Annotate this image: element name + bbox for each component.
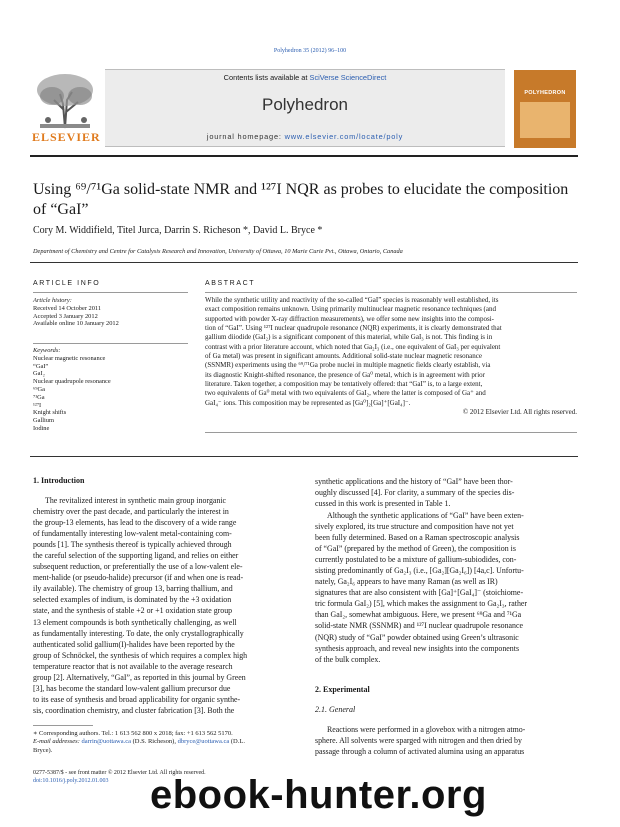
keyword: “GaI”: [33, 362, 49, 370]
keyword: Knight shifts: [33, 409, 67, 417]
abstract-line: tion of “GaI”. Using ¹²⁷I nuclear quadrupole resonance (NQR) experiments, it is clearly demonstrated that: [205, 324, 502, 333]
journal-cover-image: [514, 70, 576, 148]
abstract-line: its diagnostic Knight-shifted resonance, the presence of Ga⁰ metal, which is in agreement with prior: [205, 370, 485, 379]
text-line: synthesis approach, and reveal new insights into the components: [315, 643, 520, 653]
text-line: of “GaI” (prepared by the method of Green), the composition is: [315, 544, 516, 554]
email-owner-cont: Bryce).: [33, 746, 53, 754]
text-line: than GaI₂, somewhat ambiguous. Here, we present ⁶⁹Ga and ⁷¹Ga: [315, 610, 522, 620]
contents-available: [105, 73, 505, 82]
keywords-list: [33, 347, 193, 433]
front-matter-rule: [30, 456, 578, 457]
affiliation-rule: [30, 262, 578, 263]
text-line: sisting predominantly of Ga₂I₃ (i.e., [Ga₂][Ga₂I₆]) [4a,c]. Unfortu-: [315, 566, 524, 576]
watermark-text: ebook-hunter.org: [150, 773, 487, 817]
keyword: GaI₂: [33, 370, 45, 378]
title-line-2: of “GaI”: [33, 201, 89, 218]
text-line: 13 element compounds is both synthetically challenging, as well: [33, 617, 237, 627]
history-accepted: Accepted 3 January 2012: [33, 312, 98, 320]
email-link-richeson[interactable]: darrin@uottawa.ca: [81, 738, 131, 746]
abstract-line: gallium diiodide (GaI₂) is a significant component of this material, while GaI₃ is not. This finding is in: [205, 333, 493, 342]
contents-prefix: Contents lists available at: [223, 73, 310, 82]
sciencedirect-link[interactable]: SciVerse ScienceDirect: [309, 73, 387, 82]
history-received: Received 14 October 2011: [33, 304, 102, 312]
cover-title: POLYHEDRON: [524, 90, 566, 96]
section-heading-experimental: 2. Experimental: [315, 685, 370, 694]
footnote: [33, 730, 298, 755]
text-line: subsequent reduction, or preferentially the use of a low-valent ele-: [33, 562, 243, 572]
intro-right-column-b: [315, 510, 580, 665]
text-line: synthetic applications and the history of “GaI” have been thor-: [315, 477, 513, 486]
keyword: Nuclear quadrupole resonance: [33, 378, 111, 386]
article-title: [33, 180, 588, 220]
citation-link[interactable]: Polyhedron 35 (2012) 96–100: [273, 48, 347, 54]
text-line: group [2]. Alternatively, “GaI”, as reported in this journal by Green: [33, 672, 246, 682]
email-label: E-mail addresses:: [33, 738, 82, 746]
abstract-line: (SSNMR) experiments using the ⁶⁹/⁷¹Ga probe nuclei in multiple magnetic fields clearly establish, via: [205, 361, 491, 370]
elsevier-wordmark: ELSEVIER: [32, 130, 101, 144]
email-owner: (D.L.: [229, 738, 245, 746]
abstract-line: two equivalents of Ga⁰ metal with two equivalents of GaI₂, where the latter is composed of Ga⁺ and: [205, 389, 486, 398]
text-line: been fully determined. Based on a Raman spectroscopic analysis: [315, 533, 520, 543]
text-line: ment-halide (or pseudo-halide) precursor (if and when one is read-: [33, 573, 244, 583]
text-line: group of Schnöckel, the synthesis of which requires a complex high: [33, 650, 248, 660]
text-line: Although the synthetic applications of “GaI” have been exten-: [327, 511, 524, 520]
text-line: chemistry over the past decade, and particularly the interest in: [33, 507, 229, 517]
text-line: state, and the synthesis of stable +2 or +1 oxidation state group: [33, 606, 233, 616]
text-line: to its ease of synthesis and broad applicability for organic synthe-: [33, 694, 241, 704]
text-line: the careful selection of the supporting ligand, and relies on either: [33, 551, 239, 561]
email-owner: (D.S. Richeson),: [131, 738, 178, 746]
text-line: Reactions were performed in a glovebox with a nitrogen atmo-: [327, 725, 526, 734]
issn-line: 0277-5387/$ - see front matter © 2012 Elsevier Ltd. All rights reserved.: [33, 770, 206, 776]
abstract-line: While the synthetic utility and reactivity of the so-called “GaI” species is reasonably well established, its: [205, 296, 499, 304]
journal-name: Polyhedron: [261, 95, 348, 114]
abstract-end-rule: [205, 432, 577, 433]
homepage-prefix: journal homepage:: [206, 132, 285, 141]
article-info-rule: [33, 292, 188, 293]
abstract-line: contrast with a prior literature account, which noted that Ga₂I₃ (i.e., one equivalent of GaI₃ per equivalent: [205, 342, 501, 351]
text-line: cussed in this work is presented in Table 1.: [315, 499, 451, 509]
abstract-line: of Ga metal) was present in significant amounts. Additional solid-state nuclear magnetic resonance: [205, 352, 482, 361]
text-line: the group-13 elements, has lead to the discovery of a wide range: [33, 518, 237, 528]
keyword: Iodine: [33, 424, 50, 432]
text-line: of the bulk complex.: [315, 654, 381, 664]
text-line: passage through a column of activated alumina using an apparatus: [315, 747, 525, 757]
text-line: sphere. All solvents were sparged with nitrogen and then dried by: [315, 736, 522, 746]
text-line: [3], has become the standard low-valent gallium precursor due: [33, 683, 231, 693]
abstract-line: literature. Taken together, a composition may be tentatively offered: that “GaI” is, to a large extent,: [205, 380, 483, 389]
abstract-heading: ABSTRACT: [205, 280, 256, 287]
text-line: pounds [1]. The synthesis thereof is typically achieved through: [33, 540, 232, 550]
elsevier-logo: [30, 70, 100, 148]
keywords-label: Keywords:: [33, 347, 61, 354]
text-line: oughly discussed [4]. For clarity, a summary of the species dis-: [315, 488, 515, 498]
text-line: currently postulated to be a mixture of gallium-subiodides, con-: [315, 555, 517, 565]
text-line: (NQR) study of “GaI” powder obtained using Green’s ultrasonic: [315, 632, 519, 642]
abstract-copyright: © 2012 Elsevier Ltd. All rights reserved.: [462, 408, 577, 417]
text-line: sively explored, its true structure and composition have not yet: [315, 522, 514, 532]
text-line: as fundamentally interesting. To date, the only crystallographically: [33, 628, 244, 638]
keyword: Gallium: [33, 417, 54, 425]
abstract-line: GaI₄⁻ ions. This composition may be represented as [Ga⁰]₂[Ga]⁺[GaI₄]⁻.: [205, 398, 411, 407]
article-info-heading: ARTICLE INFO: [33, 280, 101, 287]
keyword: ¹²⁷I: [33, 401, 42, 409]
keyword: ⁶⁹Ga: [33, 385, 45, 393]
abstract-body: [205, 296, 577, 417]
keywords-rule: [33, 343, 188, 344]
text-line: selected examples of indium, is dominated by the +3 oxidation: [33, 595, 232, 605]
corresponding-author-note: ∗ Corresponding authors. Tel.: 1 613 562 800 x 2018; fax: +1 613 562 5170.: [33, 730, 233, 737]
history-online: Available online 10 January 2012: [33, 320, 119, 328]
keyword: Nuclear magnetic resonance: [33, 354, 106, 362]
text-line: temperature reactor that is not available to the average research: [33, 661, 233, 671]
footnote-rule: [33, 725, 93, 726]
text-line: ily available). The chemistry of group 13, barring thallium, and: [33, 584, 233, 594]
title-line-1: Using ⁶⁹/⁷¹Ga solid-state NMR and ¹²⁷I NQR as probes to elucidate the composition: [33, 181, 569, 198]
text-line: nately, Ga₂I₆ appears to have many Raman (as well as IR): [315, 577, 498, 587]
header-rule: [30, 155, 578, 157]
section-heading-introduction: 1. Introduction: [33, 476, 85, 485]
text-line: signatures that are also consistent with [Ga]⁺[GaI₄]⁻ (stoichiome-: [315, 588, 524, 598]
abstract-rule: [205, 292, 577, 293]
subsection-heading-general: 2.1. General: [315, 705, 356, 714]
text-line: solid-state NMR (SSNMR) and ¹²⁷I nuclear quadrupole resonance: [315, 621, 523, 631]
journal-citation: [0, 48, 620, 56]
affiliation: Department of Chemistry and Centre for Catalysis Research and Innovation, University of Ottawa, 10 Marie Curie Pvt., Ottawa, Ontario, Canada: [33, 248, 403, 255]
email-link-bryce[interactable]: dbryce@uottawa.ca: [177, 738, 230, 746]
keyword: ⁷¹Ga: [33, 393, 45, 401]
doi-link[interactable]: doi:10.1016/j.poly.2012.01.003: [33, 777, 109, 784]
author-list: Cory M. Widdifield, Titel Jurca, Darrin S. Richeson *, David L. Bryce *: [33, 225, 323, 236]
cover-art: [520, 102, 570, 138]
homepage-link[interactable]: www.elsevier.com/locate/poly: [284, 132, 404, 141]
text-line: tric formula GaI₂) [5], which makes the assignment to Ga₂I₃, rather: [315, 599, 528, 609]
text-line: sis, coordination chemistry, and cluster fabrication [3]. Both the: [33, 705, 235, 715]
abstract-line: supported with powder X-ray diffraction measurements), we offer some new insights into the composi-: [205, 314, 495, 323]
text-line: authenticated solid gallium(I)-halides have been reported by the: [33, 639, 235, 649]
text-line: of fundamentally interesting low-valent metal-containing com-: [33, 529, 232, 539]
history-label: Article history:: [33, 297, 72, 304]
intro-left-column: [33, 495, 298, 716]
journal-homepage: [105, 132, 505, 141]
article-history: [33, 297, 193, 328]
text-line: The revitalized interest in synthetic main group inorganic: [45, 496, 227, 505]
experimental-text: [315, 724, 580, 757]
intro-right-column-a: [315, 476, 580, 509]
abstract-line: exact composition remains unknown. Using primarily multinuclear magnetic resonance techniques (and: [205, 305, 496, 314]
